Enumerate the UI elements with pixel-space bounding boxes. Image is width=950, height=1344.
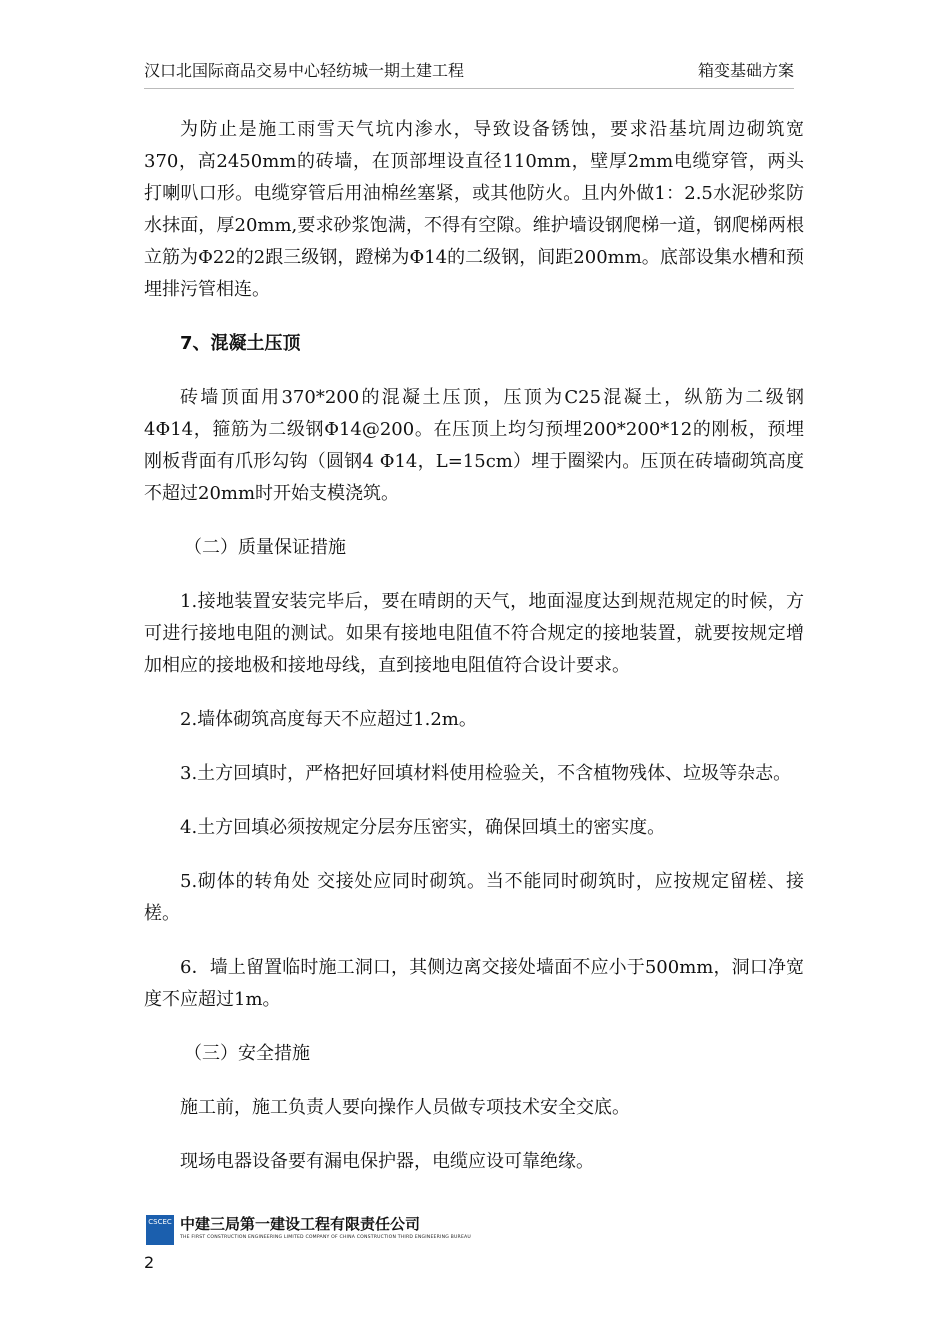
section-heading-quality: （二）质量保证措施 — [184, 537, 346, 558]
company-name: 中建三局第一建设工程有限责任公司 — [180, 1215, 421, 1233]
quality-item-1: 1.接地装置安装完毕后，要在晴朗的天气，地面湿度达到规范规定的时候，方可进行接地电阻的测试。如果有接地电阻值不符合规定的接地装置，就要按规定增加相应的接地极和接地母线，直到接地电阻值符合设计要求。 — [144, 591, 804, 676]
paragraph-brick-wall: 为防止是施工雨雪天气坑内渗水，导致设备锈蚀，要求沿基坑周边砌筑宽370，高2450mm的砖墙，在顶部埋设直径110mm，壁厚2mm电缆穿管，两头打喇叭口形。电缆穿管后用油棉丝塞紧，或其他防火。且内外做1：2.5水泥砂浆防水抹面，厚20mm,要求砂浆饱满，不得有空隙。维护墙设钢爬梯一道，钢爬梯两根立筋为Φ22的2跟三级钢，蹬梯为Φ14的二级钢，间距200mm。底部设集水槽和预埋排污管相连。 — [144, 119, 804, 300]
safety-item-2: 现场电器设备要有漏电保护器，电缆应设可靠绝缘。 — [180, 1151, 594, 1172]
page-number: 2 — [144, 1253, 155, 1272]
safety-item-1: 施工前，施工负责人要向操作人员做专项技术安全交底。 — [180, 1097, 630, 1118]
quality-item-5: 5.砌体的转角处 交接处应同时砌筑。当不能同时砌筑时，应按规定留槎、接槎。 — [144, 871, 804, 924]
section-heading-concrete-cap: 7、混凝土压顶 — [180, 333, 301, 354]
section-heading-safety: （三）安全措施 — [184, 1043, 310, 1064]
page-footer — [146, 1213, 471, 1249]
quality-item-2: 2.墙体砌筑高度每天不应超过1.2m。 — [180, 709, 477, 730]
quality-item-3: 3.土方回填时，严格把好回填材料使用检验关，不含植物残体、垃圾等杂志。 — [180, 763, 792, 784]
page-header — [144, 58, 794, 86]
header-project-title: 汉口北国际商品交易中心轻纺城一期土建工程 — [144, 61, 465, 80]
paragraph-concrete-cap: 砖墙顶面用370*200的混凝土压顶，压顶为C25混凝土，纵筋为二级钢4Φ14，箍筋为二级钢Φ14@200。在压顶上均匀预埋200*200*12的刚板，预埋刚板背面有爪形勾钩（圆钢4 Φ14，L=15cm）埋于圈梁内。压顶在砖墙砌筑高度不超过20mm时开始支模浇筑。 — [144, 387, 804, 504]
company-logo-icon: CSCEC — [146, 1215, 174, 1245]
company-name-english: THE FIRST CONSTRUCTION ENGINEERING LIMITED COMPANY OF CHINA CONSTRUCTION THIRD ENGINEERING BUREAU — [180, 1235, 471, 1240]
header-document-title: 箱变基础方案 — [697, 61, 794, 80]
header-divider — [144, 88, 794, 89]
quality-item-4: 4.土方回填必须按规定分层夯压密实，确保回填土的密实度。 — [180, 817, 666, 838]
document-body — [144, 114, 804, 1178]
quality-item-6: 6．墙上留置临时施工洞口，其侧边离交接处墙面不应小于500mm，洞口净宽度不应超过1m。 — [144, 957, 804, 1010]
